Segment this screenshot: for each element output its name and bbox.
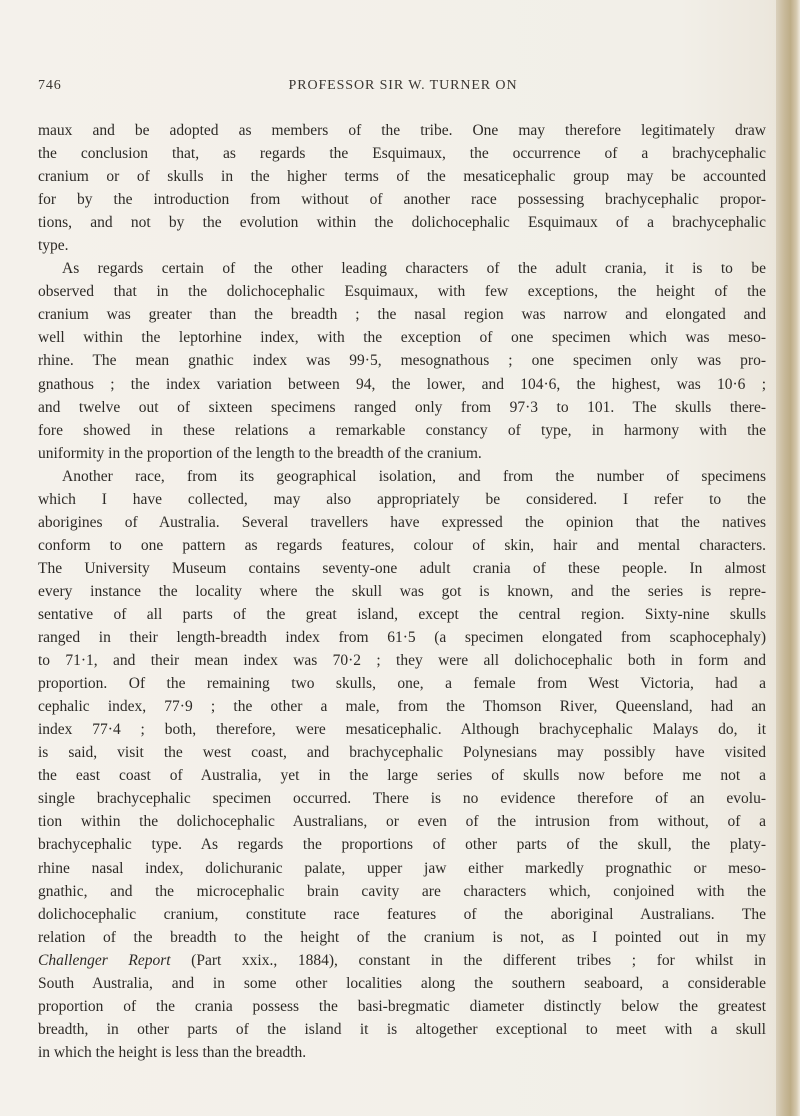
text-line: tion within the dolichocephalic Australians, or even of the intrusion from without, of a	[38, 813, 766, 831]
citation-line	[38, 949, 766, 972]
text-line: cephalic index, 77·9 ; the other a male, from the Thomson River, Queensland, had an	[38, 698, 766, 716]
text-line: proportion of the crania possess the basi-bregmatic diameter distinctly below the greatest	[38, 997, 766, 1015]
text-line: cranium or of skulls in the higher terms of the mesaticephalic group may be accounted	[38, 168, 766, 186]
text-line: proportion. Of the remaining two skulls, one, a female from West Victoria, had a	[38, 675, 766, 693]
text-line: index 77·4 ; both, therefore, were mesaticephalic. Although brachycephalic Malays do, it	[38, 721, 766, 739]
text-line: uniformity in the proportion of the length to the breadth of the cranium.	[38, 444, 482, 462]
text-line: fore showed in these relations a remarkable constancy of type, in harmony with the	[38, 421, 766, 439]
text-line: gnathic, and the microcephalic brain cavity are characters which, conjoined with the	[38, 882, 766, 900]
text-line: South Australia, and in some other localities along the southern seaboard, a considerable	[38, 974, 766, 992]
running-head: PROFESSOR SIR W. TURNER ON	[288, 78, 518, 93]
text-line: conform to one pattern as regards features, colour of skin, hair and mental characters.	[38, 536, 766, 554]
text-line: cranium was greater than the breadth ; the nasal region was narrow and elongated and	[38, 306, 766, 324]
text-line: which I have collected, may also appropriately be considered. I refer to the	[38, 490, 766, 508]
text-line: sentative of all parts of the great island, except the central region. Sixty-nine skulls	[38, 605, 766, 623]
text-line: single brachycephalic specimen occurred. There is no evidence therefore of an evolu-	[38, 790, 766, 808]
page-number: 746	[38, 78, 62, 93]
challenger-report-title: Challenger Report	[38, 951, 171, 969]
paragraph-start: Another race, from its geographical isolation, and from the number of specimens	[62, 467, 766, 485]
text-line: dolichocephalic cranium, constitute race features of the aboriginal Australians. The	[38, 905, 766, 923]
body-text	[38, 119, 766, 1064]
text-line: maux and be adopted as members of the tribe. One may therefore legitimately draw	[38, 122, 766, 139]
text-line: rhine. The mean gnathic index was 99·5, mesognathous ; one specimen only was pro-	[38, 352, 766, 370]
text-line: breadth, in other parts of the island it is altogether exceptional to meet with a skull	[38, 1020, 766, 1038]
text-line: well within the leptorhine index, with the exception of one specimen which was meso-	[38, 329, 766, 347]
text-line: aborigines of Australia. Several travellers have expressed the opinion that the natives	[38, 513, 766, 531]
page-header	[38, 78, 768, 100]
citation-line-rest: (Part xxix., 1884), constant in the different tribes ; for whilst in	[170, 951, 766, 969]
text-line: in which the height is less than the breadth.	[38, 1043, 307, 1061]
text-line: for by the introduction from without of another race possessing brachycephalic propor-	[38, 191, 766, 209]
text-line: observed that in the dolichocephalic Esquimaux, with few exceptions, the height of the	[38, 283, 766, 301]
text-line: type.	[38, 237, 69, 255]
text-line: every instance the locality where the skull was got is known, and the series is repre-	[38, 582, 766, 600]
text-line: relation of the breadth to the height of the cranium is not, as I pointed out in my	[38, 928, 766, 946]
text-line: brachycephalic type. As regards the proportions of other parts of the skull, the platy-	[38, 836, 766, 854]
text-line: ranged in their length-breadth index from 61·5 (a specimen elongated from scaphocephaly)	[38, 629, 766, 647]
text-line: gnathous ; the index variation between 94, the lower, and 104·6, the highest, was 10·6 ;	[38, 375, 766, 393]
text-line: the east coast of Australia, yet in the large series of skulls now before me not a	[38, 767, 766, 785]
text-line: is said, visit the west coast, and brachycephalic Polynesians may possibly have visited	[38, 744, 766, 762]
text-line: and twelve out of sixteen specimens ranged only from 97·3 to 101. The skulls there-	[38, 398, 766, 416]
page-binding-edge	[776, 0, 800, 1116]
text-line: the conclusion that, as regards the Esquimaux, the occurrence of a brachycephalic	[38, 145, 766, 163]
text-line: tions, and not by the evolution within the dolichocephalic Esquimaux of a brachycephalic	[38, 214, 766, 232]
text-line: to 71·1, and their mean index was 70·2 ; they were all dolichocephalic both in form and	[38, 652, 766, 670]
paragraph-start: As regards certain of the other leading characters of the adult crania, it is to be	[62, 260, 766, 278]
text-line: rhine nasal index, dolichuranic palate, upper jaw either markedly prognathic or meso-	[38, 859, 766, 877]
text-line: The University Museum contains seventy-one adult crania of these people. In almost	[38, 559, 766, 577]
